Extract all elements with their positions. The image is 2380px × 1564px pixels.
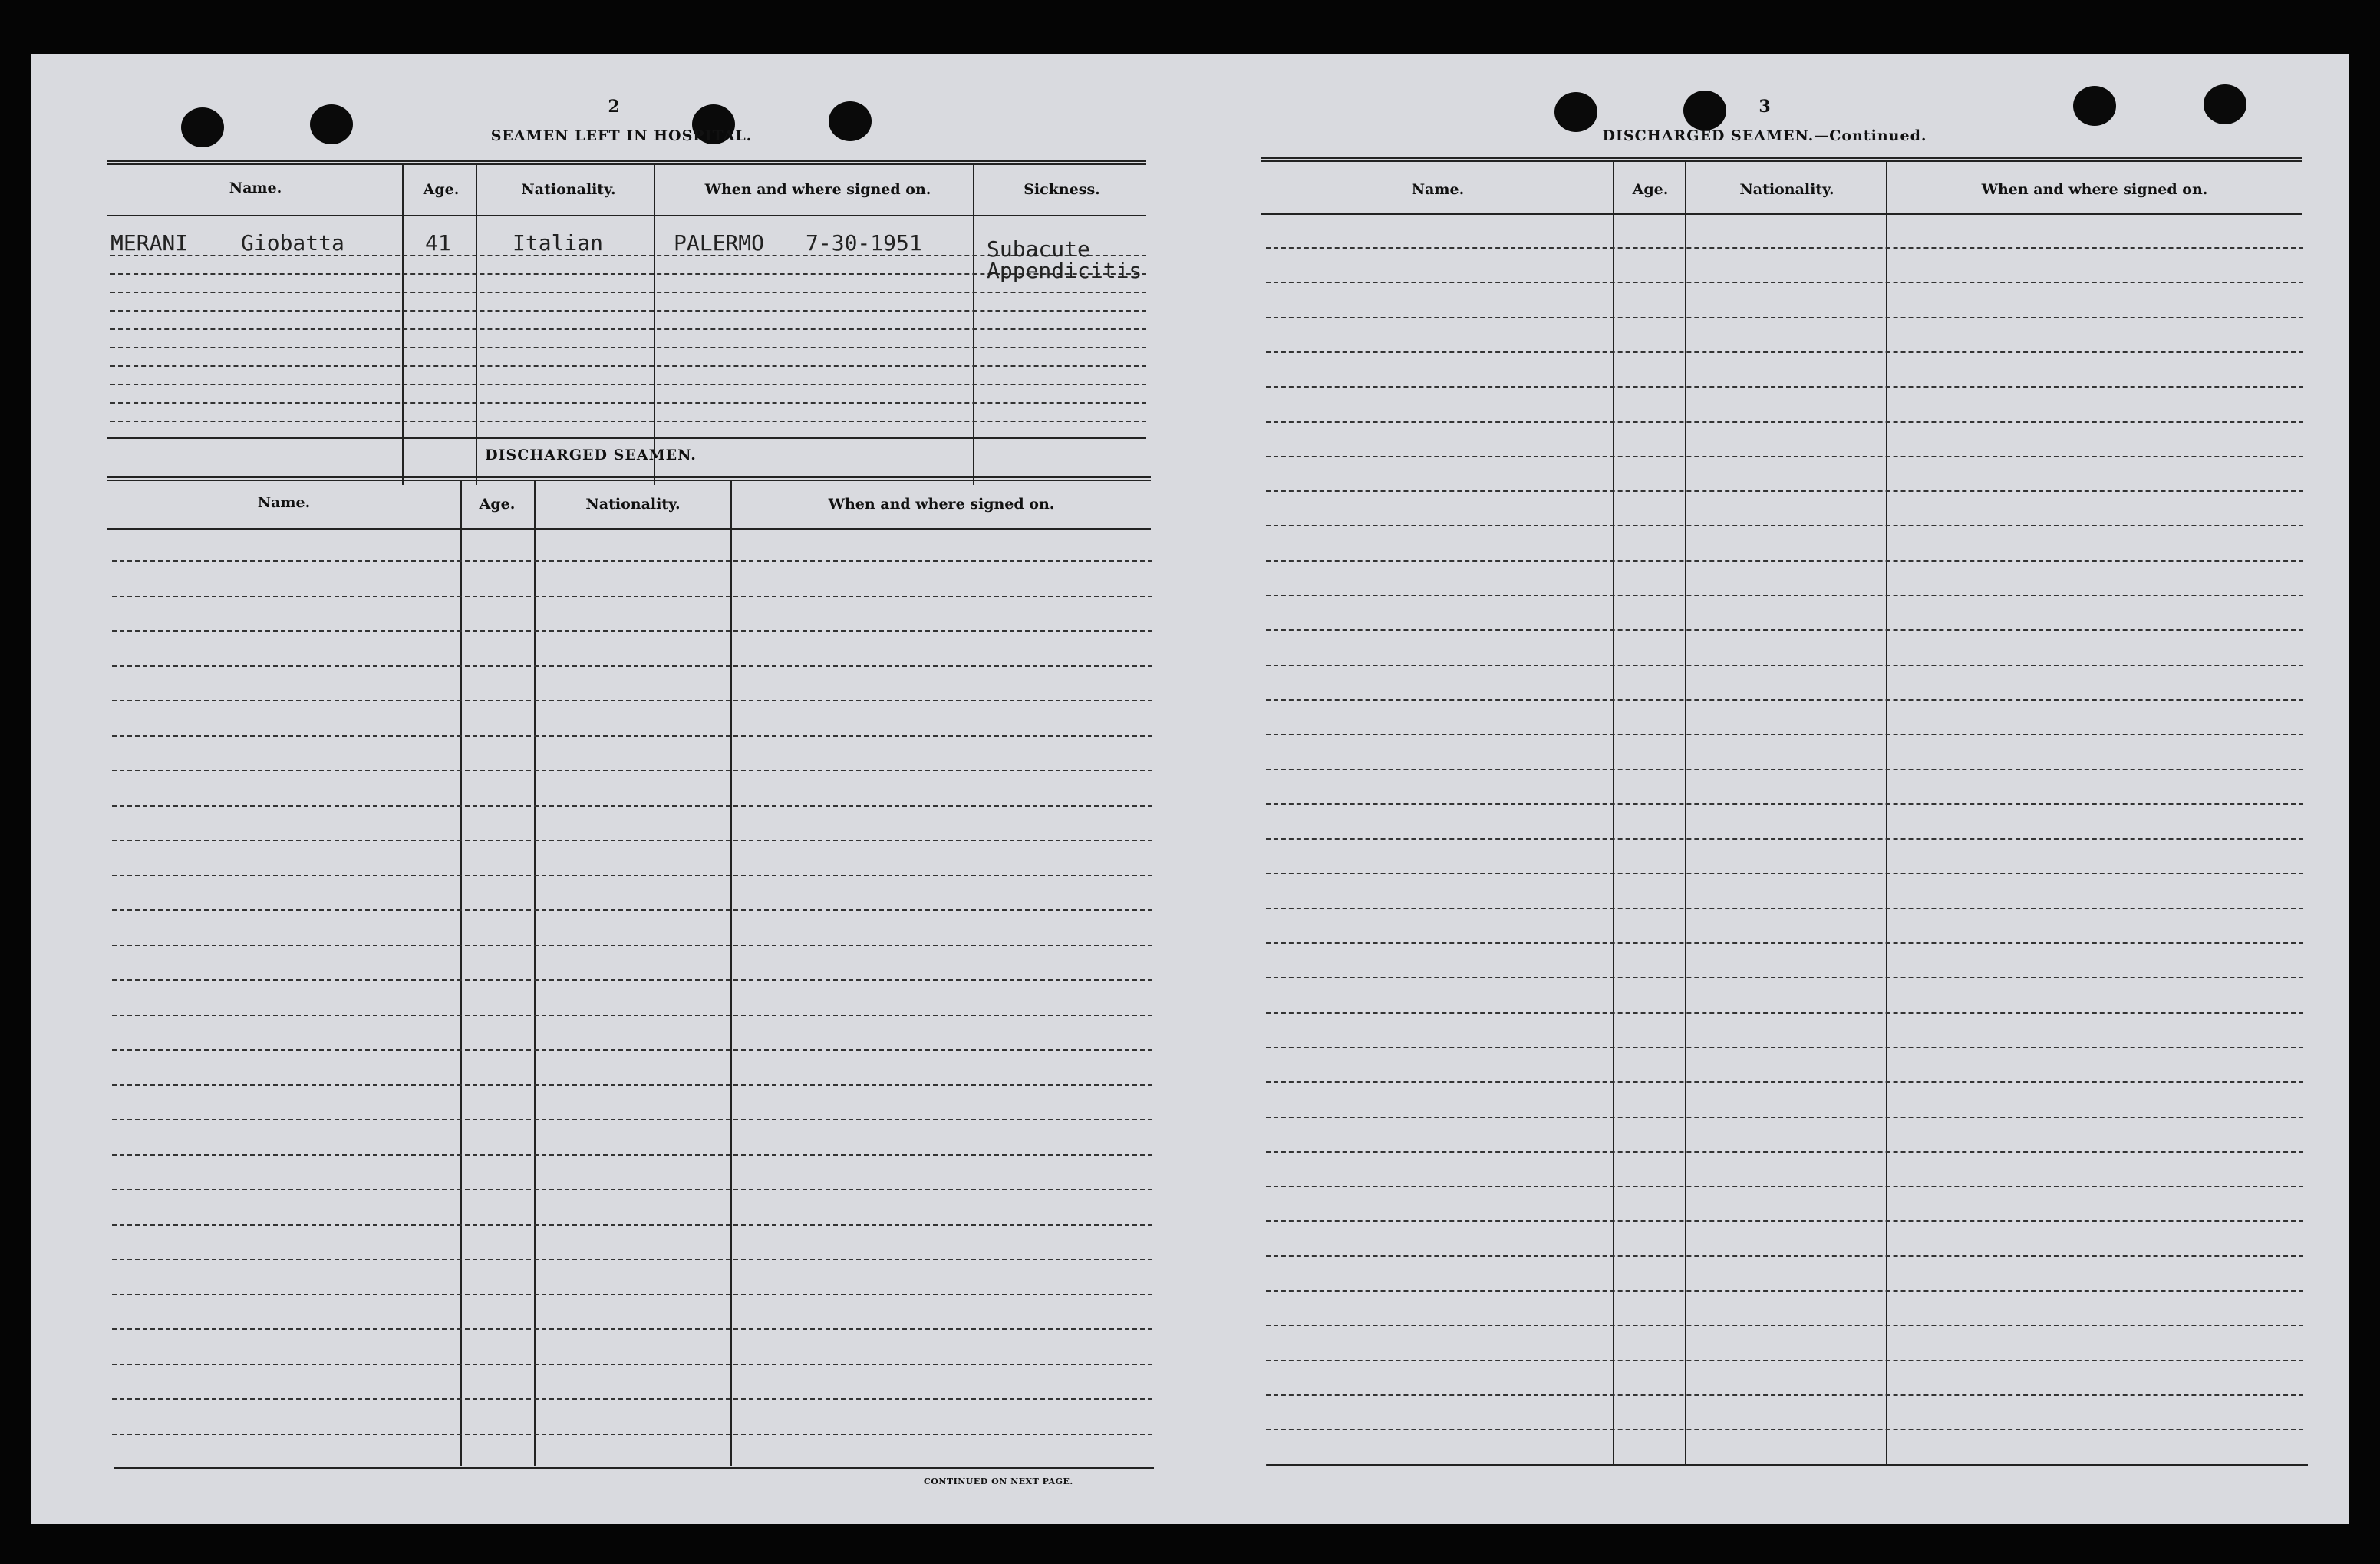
ruled-line bbox=[112, 1015, 1152, 1016]
entry-signed-on-date: 7-30-1951 bbox=[806, 230, 922, 256]
entry-surname: MERANI bbox=[110, 230, 189, 256]
entry-sickness-line2: Appendicitis bbox=[987, 258, 1142, 283]
ruled-line bbox=[112, 735, 1152, 737]
hospital-col-divider-4 bbox=[973, 163, 974, 485]
right-col-divider-2 bbox=[1685, 161, 1686, 1466]
ruled-line bbox=[1266, 247, 2303, 249]
ruled-line bbox=[1266, 1047, 2303, 1048]
ruled-line bbox=[110, 384, 1146, 385]
ruled-line bbox=[1266, 1117, 2303, 1118]
ruled-line bbox=[112, 596, 1152, 597]
right-header-rule bbox=[1261, 213, 2302, 215]
ruled-line bbox=[112, 1119, 1152, 1120]
ruled-line bbox=[112, 945, 1152, 946]
left-page-number: 2 bbox=[608, 97, 620, 117]
entry-signed-on-place: PALERMO bbox=[674, 230, 765, 256]
ruled-line bbox=[112, 770, 1152, 771]
ruled-line bbox=[1266, 282, 2303, 283]
ruled-line bbox=[112, 630, 1152, 632]
discharged-col-nationality: Nationality. bbox=[585, 496, 681, 513]
ruled-line bbox=[112, 1364, 1152, 1365]
hospital-col-signed-on: When and where signed on. bbox=[704, 181, 931, 198]
ruled-line bbox=[1266, 317, 2303, 318]
ruled-line bbox=[112, 1398, 1152, 1400]
discharged-section-title: DISCHARGED SEAMEN. bbox=[485, 447, 697, 464]
right-top-rule bbox=[1261, 157, 2302, 162]
punch-hole-5 bbox=[1554, 92, 1597, 132]
ruled-line bbox=[112, 1434, 1152, 1435]
entry-given-name: Giobatta bbox=[241, 230, 344, 256]
ruled-line bbox=[112, 979, 1152, 981]
discharged-col-divider-2 bbox=[534, 480, 536, 1466]
ruled-line bbox=[1266, 734, 2303, 735]
entry-nationality: Italian bbox=[513, 230, 604, 256]
ruled-line bbox=[1266, 421, 2303, 423]
punch-hole-6 bbox=[1683, 91, 1726, 130]
hospital-col-name: Name. bbox=[229, 180, 282, 196]
ruled-line bbox=[112, 840, 1152, 841]
ruled-line bbox=[1266, 1081, 2303, 1083]
ruled-line bbox=[1266, 665, 2303, 666]
ruled-line bbox=[1266, 525, 2303, 526]
entry-sickness-line1: Subacute bbox=[987, 236, 1090, 262]
discharged-bottom-rule bbox=[114, 1467, 1154, 1469]
ruled-line bbox=[1266, 1290, 2303, 1292]
hospital-header-rule bbox=[107, 215, 1146, 216]
ruled-line bbox=[1266, 1429, 2303, 1430]
ruled-line bbox=[1266, 386, 2303, 388]
discharged-col-signed-on: When and where signed on. bbox=[828, 496, 1055, 513]
discharged-col-divider-1 bbox=[460, 480, 462, 1466]
ruled-line bbox=[112, 1154, 1152, 1156]
ruled-line bbox=[1266, 560, 2303, 562]
hospital-col-sickness: Sickness. bbox=[1024, 181, 1100, 198]
ruled-line bbox=[1266, 1255, 2303, 1257]
discharged-header-rule bbox=[107, 528, 1151, 530]
right-col-divider-3 bbox=[1886, 161, 1887, 1466]
ruled-line bbox=[1266, 1220, 2303, 1222]
ruled-line bbox=[1266, 1151, 2303, 1153]
hospital-top-rule bbox=[107, 160, 1146, 165]
ruled-line bbox=[1266, 629, 2303, 631]
ruled-line bbox=[112, 560, 1152, 562]
ruled-line bbox=[1266, 456, 2303, 457]
right-col-nationality: Nationality. bbox=[1739, 181, 1834, 198]
continued-note: CONTINUED ON NEXT PAGE. bbox=[924, 1477, 1073, 1486]
ruled-line bbox=[112, 1049, 1152, 1051]
ruled-line bbox=[110, 421, 1146, 422]
ruled-line bbox=[1266, 595, 2303, 596]
ruled-line bbox=[1266, 1012, 2303, 1014]
ruled-line bbox=[1266, 908, 2303, 909]
punch-hole-4 bbox=[829, 101, 872, 141]
ruled-line bbox=[110, 310, 1146, 312]
ruled-line bbox=[1266, 803, 2303, 805]
discharged-top-rule bbox=[107, 476, 1151, 481]
ruled-line bbox=[112, 875, 1152, 876]
ruled-line bbox=[1266, 977, 2303, 978]
ruled-line bbox=[110, 328, 1146, 330]
right-page-title: DISCHARGED SEAMEN.—Continued. bbox=[1602, 127, 1927, 144]
right-col-name: Name. bbox=[1411, 181, 1465, 198]
hospital-col-divider-2 bbox=[476, 163, 477, 485]
ruled-line bbox=[1266, 838, 2303, 840]
ruled-line bbox=[1266, 1394, 2303, 1396]
discharged-col-age: Age. bbox=[479, 496, 516, 513]
ruled-line bbox=[112, 805, 1152, 807]
ruled-line bbox=[112, 665, 1152, 667]
ruled-line bbox=[112, 1328, 1152, 1330]
hospital-col-divider-1 bbox=[402, 163, 404, 485]
ruled-line bbox=[1266, 1186, 2303, 1187]
hospital-section-title: SEAMEN LEFT IN HOSPITAL. bbox=[490, 127, 753, 144]
right-col-divider-1 bbox=[1613, 161, 1614, 1466]
ruled-line bbox=[112, 1224, 1152, 1226]
right-page-number: 3 bbox=[1759, 97, 1771, 117]
right-col-age: Age. bbox=[1632, 181, 1669, 198]
ruled-line bbox=[1266, 351, 2303, 353]
ruled-line bbox=[1266, 699, 2303, 701]
entry-age: 41 bbox=[425, 230, 451, 256]
punch-hole-2 bbox=[310, 104, 353, 144]
ruled-line bbox=[1266, 1360, 2303, 1361]
hospital-bottom-rule bbox=[107, 437, 1146, 439]
ruled-line bbox=[110, 292, 1146, 293]
hospital-col-age: Age. bbox=[423, 181, 460, 198]
ruled-line bbox=[112, 1084, 1152, 1086]
punch-hole-1 bbox=[181, 107, 224, 147]
ruled-line bbox=[110, 347, 1146, 348]
punch-hole-7 bbox=[2073, 86, 2116, 126]
ruled-line bbox=[1266, 1325, 2303, 1326]
hospital-col-divider-3 bbox=[654, 163, 655, 485]
ruled-line bbox=[112, 1294, 1152, 1295]
ruled-line bbox=[112, 909, 1152, 911]
discharged-col-divider-3 bbox=[730, 480, 732, 1466]
discharged-col-name: Name. bbox=[257, 494, 311, 511]
ruled-line bbox=[112, 700, 1152, 701]
document-sheet bbox=[31, 54, 2349, 1524]
ruled-line bbox=[112, 1259, 1152, 1260]
hospital-col-nationality: Nationality. bbox=[521, 181, 616, 198]
ruled-line bbox=[1266, 942, 2303, 944]
right-col-signed-on: When and where signed on. bbox=[1981, 181, 2208, 198]
punch-hole-8 bbox=[2204, 84, 2246, 124]
ruled-line bbox=[1266, 490, 2303, 492]
ruled-line bbox=[112, 1189, 1152, 1190]
ruled-line bbox=[1266, 873, 2303, 874]
ruled-line bbox=[110, 402, 1146, 404]
right-bottom-rule bbox=[1267, 1464, 2308, 1466]
ruled-line bbox=[110, 365, 1146, 367]
ruled-line bbox=[1266, 769, 2303, 770]
